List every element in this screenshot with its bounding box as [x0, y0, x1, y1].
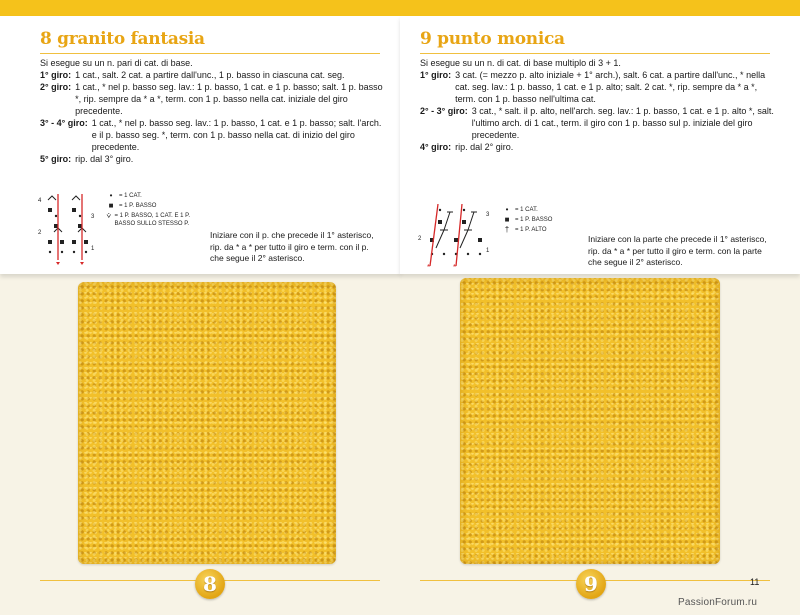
- right-stitch-diagram: [416, 204, 496, 270]
- row-text: 1 cat., * nel p. basso seg. lav.: 1 p. basso, 1 cat. e 1 p. basso; salt. l'arch. e il p. basso seg. *, term. con 1 p. basso nella cat. di inizio del giro precedente.: [91, 118, 382, 152]
- double-crochet-icon: †: [504, 225, 510, 234]
- right-swatch-image: [460, 278, 720, 564]
- row-text: 3 cat. (= mezzo p. alto iniziale + 1° arch.), salt. 6 cat. a partire dall'unc., * nella cat. seg. lav.: 1 p. basso, 1 cat. e 1 p. alto; salt. 2 cat. *, rip. sempre da * a *, term. con 1 p. basso nell'ultima cat.: [455, 70, 766, 104]
- chart-stitch-basso: [72, 208, 76, 212]
- chart-stitch-cat: [55, 215, 57, 217]
- chart-stitch-cat: [85, 251, 87, 253]
- chart-row-number: 3: [91, 214, 95, 220]
- chart-stitch-alto: [468, 212, 477, 230]
- chart-stitch-cat: [61, 251, 63, 253]
- left-instructions-panel: [0, 16, 401, 274]
- left-page: [0, 16, 400, 615]
- chart-stitch-group: [72, 196, 80, 200]
- chart-stitch-basso: [48, 208, 52, 212]
- chain-stitch-icon: •: [109, 191, 113, 200]
- row-label: 3° - 4° giro:: [40, 118, 88, 128]
- right-note: Iniziare con la parte che precede il 1° asterisco, rip. da * a * per tutto il giro e term. con la parte che segue il 2° asterisco.: [588, 234, 767, 267]
- right-instructions-panel: [400, 16, 800, 274]
- left-note: Iniziare con il p. che precede il 1° asterisco, rip. da * a * per tutto il giro e term. con il p. che segue il 2° asterisco.: [210, 230, 374, 263]
- row-text: 1 cat., * nel p. basso seg. lav.: 1 p. basso, 1 cat. e 1 p. basso; salt. 1 p. basso *, rip. sempre da * a *, term. con 1 p. basso nella cat. iniziale del giro precedente.: [75, 82, 383, 116]
- row-label: 1° giro:: [40, 70, 72, 80]
- legend-text: = 1 P. BASSO, 1 CAT. E 1 P. BASSO SULLO STESSO P.: [114, 213, 191, 227]
- chart-stitch-alto: [460, 230, 472, 248]
- row-label: 2° giro:: [40, 82, 72, 92]
- row-label: 4° giro:: [420, 142, 452, 152]
- chart-stitch-cat: [463, 209, 465, 211]
- chart-stitch-cat: [73, 251, 75, 253]
- right-title: 9 punto monica: [420, 29, 565, 49]
- right-legend: [502, 206, 582, 236]
- chart-row-number: 1: [486, 248, 490, 254]
- left-row: [40, 153, 385, 165]
- left-title: 8 granito fantasia: [40, 29, 205, 49]
- row-text: rip. dal 3° giro.: [75, 154, 134, 164]
- chart-stitch-cat: [443, 253, 445, 255]
- chart-stitch-cat: [439, 209, 441, 211]
- row-label: 1° giro:: [420, 70, 452, 80]
- chart-stitch-basso: [454, 238, 458, 242]
- chart-stitch-alto: [436, 230, 448, 248]
- legend-item: [502, 206, 582, 214]
- row-text: 1 cat., salt. 2 cat. a partire dall'unc., 1 p. basso in ciascuna cat. seg.: [75, 70, 345, 80]
- chart-stitch-basso: [438, 220, 442, 224]
- left-legend: [106, 192, 198, 230]
- chart-repeat-line: [430, 204, 438, 266]
- left-page-badge: 8: [195, 569, 225, 599]
- legend-text: = 1 CAT.: [515, 207, 538, 213]
- left-row: [40, 69, 385, 81]
- chart-asterisk: *: [453, 263, 457, 270]
- left-row: [40, 117, 385, 153]
- left-stitch-diagram: [36, 194, 98, 266]
- legend-text: = 1 P. BASSO: [119, 203, 157, 209]
- page-number: 11: [750, 577, 760, 587]
- chart-stitch-basso: [84, 240, 88, 244]
- chart-stitch-cat: [79, 215, 81, 217]
- chart-asterisk: *: [427, 263, 431, 270]
- chart-stitch-cat: [479, 253, 481, 255]
- single-crochet-icon: ■: [108, 201, 114, 210]
- chart-row-number: 3: [486, 212, 490, 218]
- legend-text: = 1 P. ALTO: [515, 227, 547, 233]
- watermark: PassionForum.ru: [678, 597, 758, 608]
- chart-asterisk: [80, 262, 84, 265]
- left-swatch-image: [78, 282, 336, 564]
- chart-row-number: 2: [418, 236, 422, 242]
- chart-repeat-line: [456, 204, 462, 266]
- chart-stitch-basso: [72, 240, 76, 244]
- legend-text: = 1 CAT.: [119, 193, 142, 199]
- row-label: 5° giro:: [40, 154, 72, 164]
- stitch-group-icon: ⩒: [106, 211, 112, 220]
- left-row: [40, 81, 385, 117]
- legend-text: = 1 P. BASSO: [515, 217, 553, 223]
- right-row: [420, 105, 775, 141]
- left-title-rule: [40, 53, 380, 54]
- chart-row-number: 2: [38, 230, 42, 236]
- single-crochet-icon: ■: [504, 215, 510, 224]
- chart-stitch-basso: [48, 240, 52, 244]
- left-rows: [40, 69, 385, 165]
- legend-item: [502, 226, 582, 234]
- legend-item: [106, 212, 198, 228]
- right-title-rule: [420, 53, 770, 54]
- chart-stitch-cat: [49, 251, 51, 253]
- chart-row-number: 1: [91, 246, 95, 252]
- right-page-badge: 9: [576, 569, 606, 599]
- right-rows: [420, 69, 775, 153]
- chart-row-number: 4: [38, 198, 42, 204]
- left-intro: Si esegue su un n. pari di cat. di base.: [40, 58, 193, 68]
- top-yellow-bar: [0, 0, 800, 16]
- right-page: [400, 16, 800, 615]
- right-row: [420, 141, 775, 153]
- legend-item: [106, 192, 198, 200]
- chart-stitch-basso: [60, 240, 64, 244]
- chart-stitch-cat: [467, 253, 469, 255]
- legend-item: [106, 202, 198, 210]
- legend-item: [502, 216, 582, 224]
- chart-stitch-basso: [462, 220, 466, 224]
- chart-stitch-group: [48, 196, 56, 200]
- row-text: 3 cat., * salt. il p. alto, nell'arch. seg. lav.: 1 p. basso, 1 cat. e 1 p. alto *, salt. l'ultimo arch. di 1 cat., term. il giro con 1 p. basso sul p. iniziale del giro precedente.: [471, 106, 774, 140]
- row-text: rip. dal 2° giro.: [455, 142, 514, 152]
- right-intro: Si esegue su un n. di cat. di base multiplo di 3 + 1.: [420, 58, 621, 68]
- chain-stitch-icon: •: [505, 205, 509, 214]
- chart-asterisk: [56, 262, 60, 265]
- right-row: [420, 69, 775, 105]
- chart-stitch-basso: [478, 238, 482, 242]
- row-label: 2° - 3° giro:: [420, 106, 468, 116]
- chart-stitch-alto: [444, 212, 453, 230]
